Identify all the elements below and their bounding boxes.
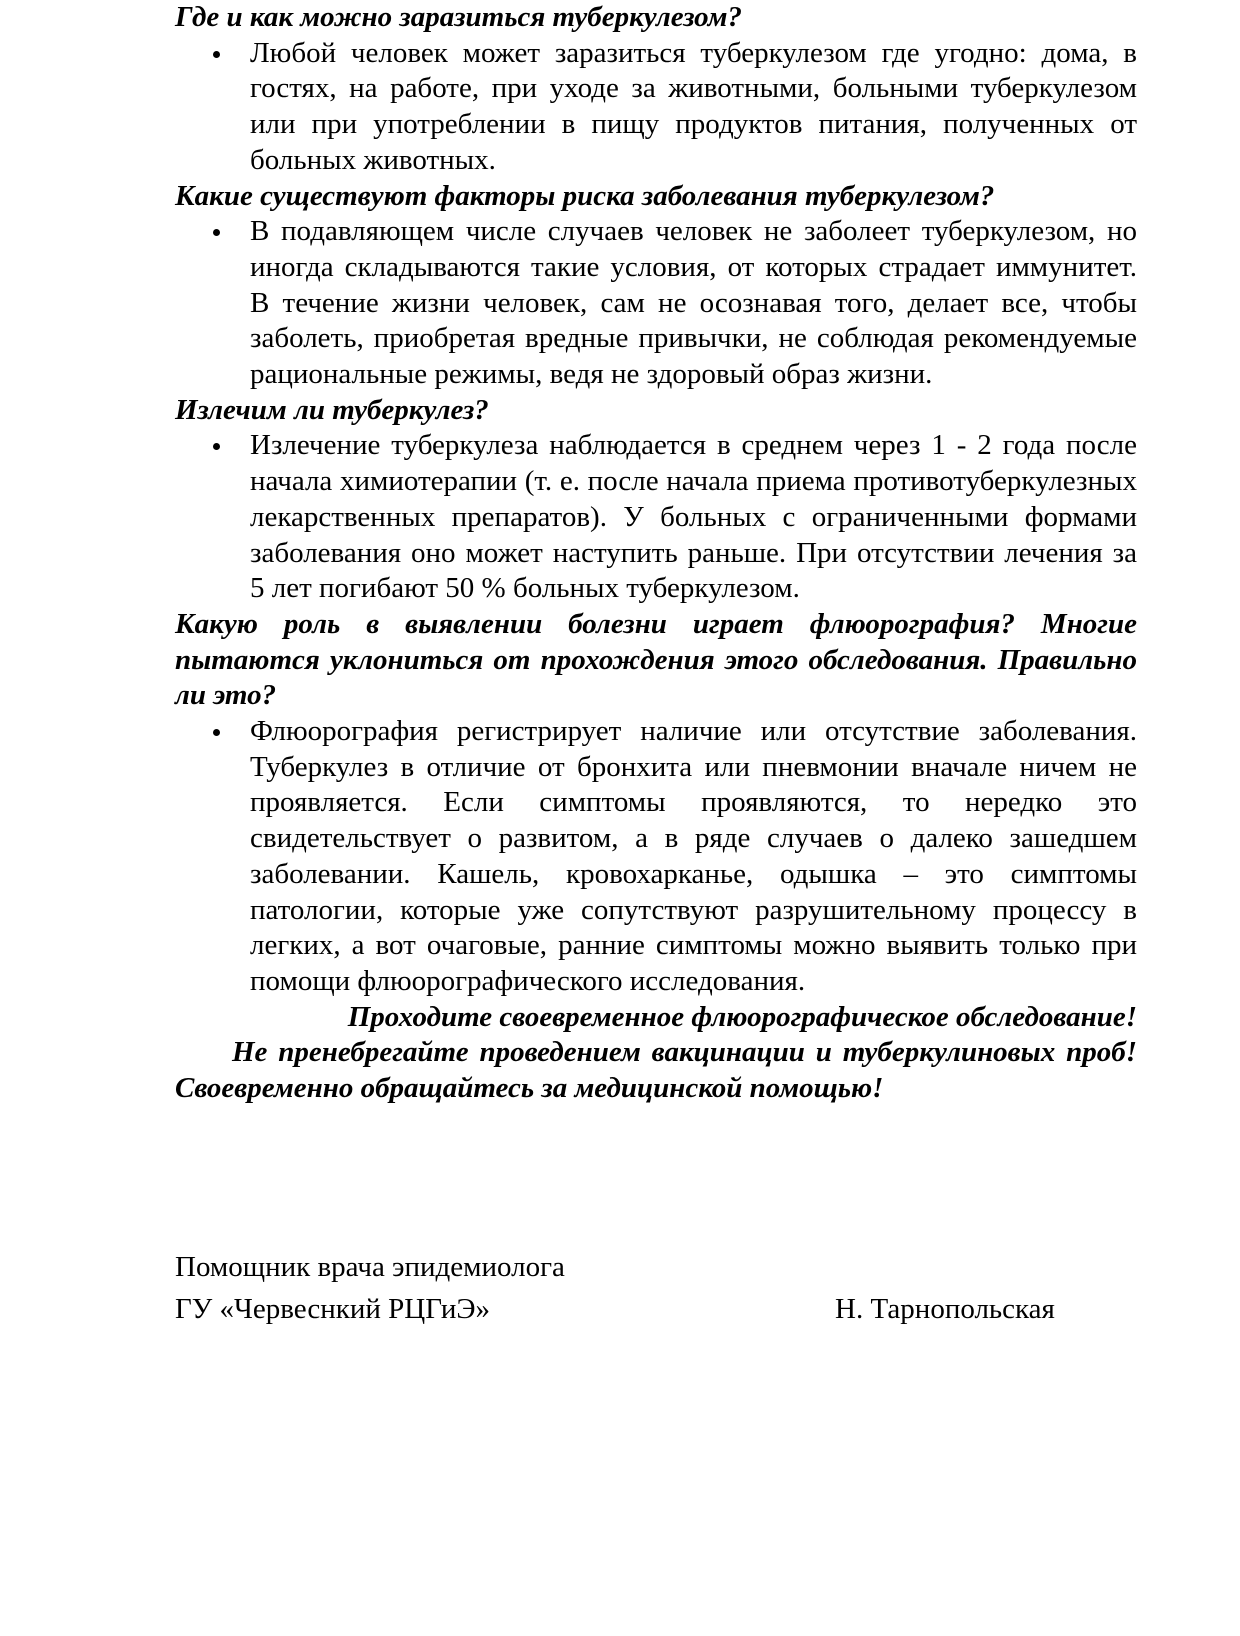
call-to-action-line: Не пренебрегайте проведением вакцинации и туберкулиновых проб! Своевременно обращайтесь за медицинской помощью!	[175, 1036, 1137, 1105]
call-to-action-line: Проходите своевременное флюорографическое обследование!	[347, 1000, 1137, 1033]
signature-position: Помощник врача эпидемиолога	[175, 1251, 565, 1283]
bullet-icon	[213, 729, 220, 736]
bullet-icon	[213, 229, 220, 236]
question-heading: Какую роль в выявлении болезни играет флюорография? Многие пытаются уклониться от прохождения этого обследования. Правильно ли это?	[175, 607, 1137, 712]
answer-text: Флюорография регистрирует наличие или отсутствие заболевания. Туберкулез в отличие от бронхита или пневмонии вначале ничем не проявляется. Если симптомы проявляются, то нередко это свидетельствует о развитом, а в ряде случаев о далеко зашедшем заболевании. Кашель, кровохарканье, одышка – это симптомы патологии, которые уже сопутствуют разрушительному процессу в легких, а вот очаговые, ранние симптомы можно выявить только при помощи флюорографического исследования.	[250, 715, 1137, 997]
answer-text: Излечение туберкулеза наблюдается в среднем через 1 - 2 года после начала химиотерапии (т. е. после начала приема противотуберкулезных лекарственных препаратов). У больных с ограниченными формами заболевания оно может наступить раньше. При отсутствии лечения за 5 лет погибают 50 % больных туберкулезом.	[250, 429, 1137, 605]
signature-organization-row	[175, 1288, 1075, 1330]
answer-text: Любой человек может заразиться туберкулезом где угодно: дома, в гостях, на работе, при уходе за животными, больными туберкулезом или при употреблении в пищу продуктов питания, полученных от больных животных.	[250, 36, 1137, 176]
signature-name: Н. Тарнопольская	[835, 1293, 1055, 1325]
answer-list-item	[175, 714, 1137, 1000]
answer-list-item	[175, 214, 1137, 393]
question-heading: Излечим ли туберкулез?	[175, 393, 489, 426]
signature-position-row	[175, 1246, 1075, 1288]
answer-list-item	[175, 36, 1137, 179]
bullet-icon	[213, 51, 220, 58]
question-heading: Где и как можно заразиться туберкулезом?	[175, 1, 742, 33]
bullet-icon	[213, 443, 220, 450]
question-heading: Какие существуют факторы риска заболевания туберкулезом?	[175, 179, 995, 212]
signature-block	[175, 1246, 1075, 1330]
answer-list-item	[175, 428, 1137, 607]
signature-organization: ГУ «Червеснкий РЦГиЭ»	[175, 1293, 491, 1325]
document-body	[175, 0, 1137, 1107]
answer-text: В подавляющем числе случаев человек не заболеет туберкулезом, но иногда складываются такие условия, от которых страдает иммунитет. В течение жизни человек, сам не осознавая того, делает все, чтобы заболеть, приобретая вредные привычки, не соблюдая рекомендуемые рациональные режимы, ведя не здоровый образ жизни.	[250, 215, 1137, 391]
